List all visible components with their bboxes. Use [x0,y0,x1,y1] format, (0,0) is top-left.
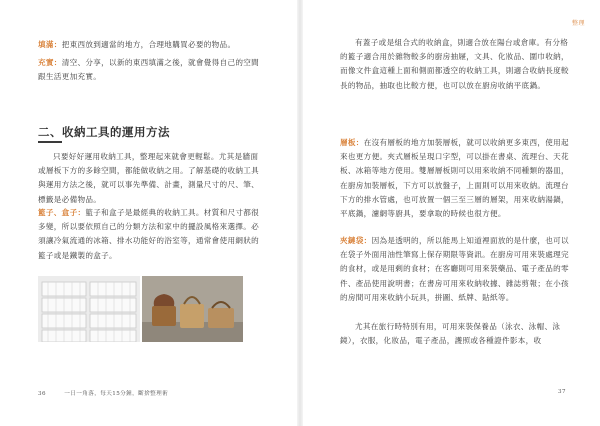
left-page-number: 36 [38,391,46,397]
bag-paragraph-text: 因為是透明的，所以能馬上知道裡面放的是什麼，也可以在袋子外面用油性筆寫上保存期限等資訊。在廚房可用來裝處理完的食材，或是用剩的食材；在客廳則可用來裝藥品、電子產品的零件、產品使用說明書；在書房可用來收納收據、雜誌剪報；在小孩的房間可用來收納小玩具，拼圖、紙牌、貼紙等。 [340,236,569,302]
term-shelf: 層板： [340,138,364,147]
intro-fill-text: 把東西放到適當的地方，合理地購買必要的物品。 [61,40,236,49]
right-page [300,0,600,426]
photo-stacked-baskets [38,276,140,342]
intro-paragraph-fill [38,38,260,52]
travel-paragraph-text: 尤其在旅行時特別有用，可用來裝保養品（泳衣、泳帽、泳鏡），衣服，化妝品，電子產品，護照或各種證件影本，收 [340,322,561,346]
term-bag: 夾鏈袋： [340,236,372,245]
term-enrich: 充實： [38,58,62,67]
term-basket: 籃子、盒子： [38,208,86,217]
section-title [38,124,170,140]
body-paragraph-text: 只要好好運用收納工具，整理起來就會更輕鬆。尤其是牆面或層板下方的多餘空間，都能做收納之用。了解基礎的收納工具與運用方法之後，就可以事先準備、計畫，測量尺寸的尺、筆、標籤是必備物品。 [38,152,260,204]
left-footer [38,389,278,397]
right-footer [558,389,566,395]
bag-paragraph [340,234,576,305]
body-paragraph [38,150,260,207]
box-paragraph [340,36,576,93]
basket-paragraph [38,206,260,263]
shelf-paragraph [340,136,576,221]
travel-paragraph [340,320,576,348]
section-title-text: 二、收納工具的運用方法 [38,125,170,139]
chapter-tab: 整理 [572,20,586,27]
section-title-underline [38,141,62,143]
intro-enrich-text: 清空、分享，以新的東西填滿之後，就會覺得自己的空間跟生活更加充實。 [38,58,260,82]
photo-wicker-baskets [142,276,243,342]
running-title: 一日一角落，每天15分鐘，斷捨整理術 [64,391,169,397]
right-page-number: 37 [558,389,566,395]
intro-paragraph-enrich [38,56,260,84]
box-paragraph-text: 有蓋子或是組合式的收納盒，則適合放在陽台或倉庫。有分格的籃子適合用於雜物較多的廚房抽屜，文具、化妝品、圍巾收納，而像文件盒這種上面和側面都透空的收納工具，則適合收納長度較長的物品，抽取也比較方便，也可以放在廚房收納平底鍋。 [340,38,569,90]
term-fill: 填滿： [38,40,62,49]
shelf-paragraph-text: 在沒有層板的地方加裝層板，就可以收納更多東西，使用起來也更方便。夾式層板呈現口字型，可以掛在書桌、流理台、天花板、冰箱等地方使用。雙層層板則可以用來收納不同種類的器皿，在廚房加裝層板，下方可以放盤子，上面則可以用來收納。流理台下方的排水管處，也可放置一個三至三層的層架，用來收納湯鍋，平底鍋，濾網等廚具，要拿取的時候也很方便。 [340,138,569,219]
basket-paragraph-text: 籃子和盒子是最經典的收納工具。材質和尺寸都很多變，所以要依照自己的分類方法和家中的擺設風格來選擇。必須讓冷氣流通的冰箱、排水功能好的浴室等，通常會使用網狀的籃子或是鐵製的盒子。 [38,208,260,260]
